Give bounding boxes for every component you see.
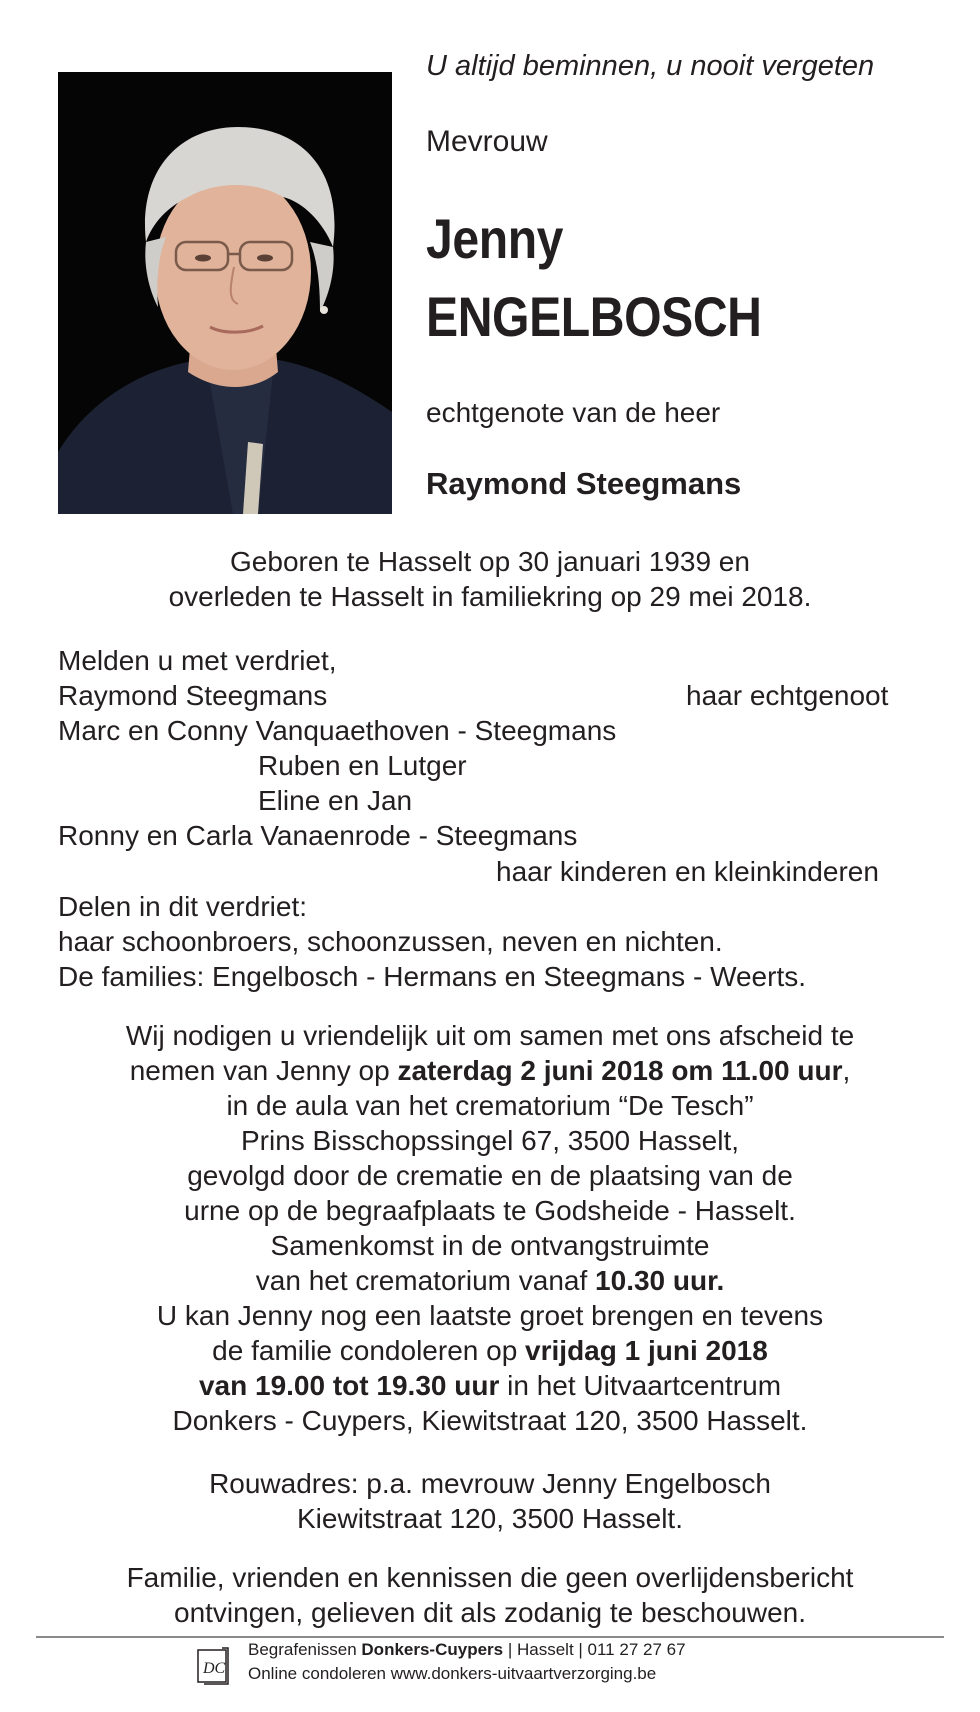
deceased-last-name: ENGELBOSCH [426, 285, 762, 348]
ceremony-line: U kan Jenny nog een laatste groet brengen en tevens [156, 1300, 824, 1331]
footer-line-1: Begrafenissen Donkers-Cuypers | Hasselt | 011 27 27 67 [248, 1640, 686, 1659]
ceremony-line: Prins Bisschopssingel 67, 3500 Hasselt, [240, 1125, 740, 1156]
ceremony-line: urne op de begraafplaats te Godsheide - Hasselt. [184, 1195, 796, 1226]
ceremony-line: Donkers - Cuypers, Kiewitstraat 120, 3500 Hasselt. [172, 1405, 808, 1436]
ceremony-date: zaterdag 2 juni 2018 om 11.00 uur [397, 1055, 843, 1086]
visitation-date: vrijdag 1 juni 2018 [525, 1335, 768, 1366]
share-line-2: De families: Engelbosch - Hermans en Steegmans - Weerts. [58, 961, 807, 992]
ceremony-line: in de aula van het crematorium “De Tesch” [226, 1090, 754, 1121]
mourner-spouse-role: haar echtgenoot [686, 680, 889, 711]
mourner-child-2: Ronny en Carla Vanaenrode - Steegmans [58, 820, 578, 851]
ceremony-line: gevolgd door de crematie en de plaatsing van de [187, 1160, 793, 1191]
address-block [40, 1466, 940, 1536]
ceremony-line: van 19.00 tot 19.30 uur in het Uitvaartcentrum [198, 1370, 782, 1401]
footer-divider [36, 1636, 944, 1638]
share-line-1: haar schoonbroers, schoonzussen, neven en nichten. [58, 926, 723, 957]
svg-text:DC: DC [203, 1660, 226, 1677]
share-intro: Delen in dit verdriet: [58, 891, 308, 922]
deceased-first-name: Jenny [426, 207, 564, 270]
mourner-grandchild-2: Eline en Jan [258, 785, 413, 816]
tagline: U altijd beminnen, u nooit vergeten [426, 50, 875, 82]
ceremony-line: van het crematorium vanaf 10.30 uur. [255, 1265, 725, 1296]
mourner-grandchild-1: Ruben en Lutger [258, 750, 467, 781]
mourner-child-1: Marc en Conny Vanquaethoven - Steegmans [58, 715, 617, 746]
birth-line: Geboren te Hasselt op 30 januari 1939 en [230, 546, 750, 577]
gathering-time: 10.30 uur. [595, 1265, 725, 1296]
footer [196, 1640, 796, 1706]
closing-line-2: ontvingen, gelieven dit als zodanig te beschouwen. [174, 1597, 806, 1628]
honorific: Mevrouw [426, 125, 548, 158]
visitation-time: van 19.00 tot 19.30 uur [198, 1370, 500, 1401]
mourner-spouse-name: Raymond Steegmans [58, 680, 328, 711]
footer-line-2: Online condoleren www.donkers-uitvaartverzorging.be [248, 1664, 657, 1683]
closing-block [40, 1560, 940, 1630]
address-line-1: Rouwadres: p.a. mevrouw Jenny Engelbosch [209, 1468, 771, 1499]
ceremony-line: de familie condoleren op vrijdag 1 juni 2018 [212, 1335, 768, 1366]
mourners-intro: Melden u met verdriet, [58, 645, 337, 676]
ceremony-line: Samenkomst in de ontvangstruimte [270, 1230, 710, 1261]
birth-death-block [40, 544, 940, 614]
ceremony-line: Wij nodigen u vriendelijk uit om samen met ons afscheid te [125, 1020, 855, 1051]
funeral-home-name: Donkers-Cuypers [361, 1640, 504, 1659]
closing-line-1: Familie, vrienden en kennissen die geen overlijdensbericht [126, 1562, 854, 1593]
death-line: overleden te Hasselt in familiekring op 29 mei 2018. [168, 581, 812, 612]
address-line-2: Kiewitstraat 120, 3500 Hasselt. [297, 1503, 683, 1534]
relation-text: echtgenote van de heer [426, 397, 721, 428]
ceremony-block [40, 1018, 940, 1438]
mourner-children-role: haar kinderen en kleinkinderen [496, 856, 879, 887]
portrait-photo [58, 72, 392, 514]
spouse-name: Raymond Steegmans [426, 466, 742, 501]
portrait-illustration [58, 72, 392, 514]
funeral-home-logo-icon [196, 1646, 230, 1686]
ceremony-line: nemen van Jenny op zaterdag 2 juni 2018 om 11.00 uur, [129, 1055, 851, 1086]
